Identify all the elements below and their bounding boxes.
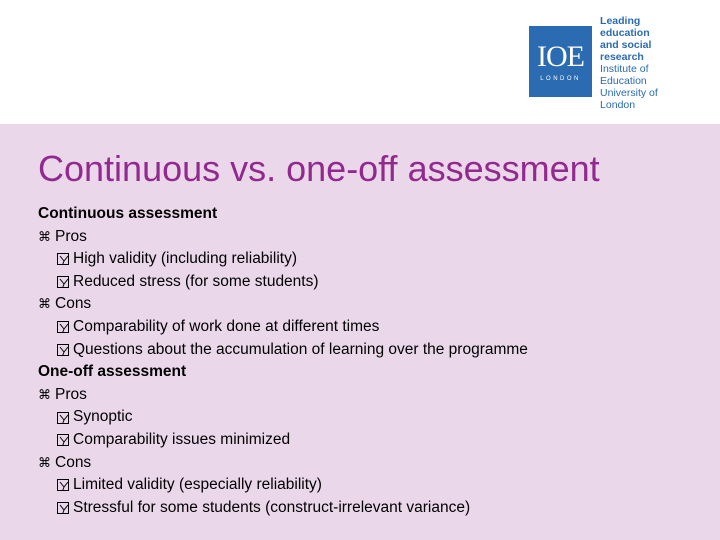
item-text: Comparability of work done at different times — [73, 317, 380, 335]
checkbox-check-icon — [57, 253, 69, 265]
command-key-icon: ⌘ — [38, 296, 51, 312]
item-text: High validity (including reliability) — [73, 250, 297, 268]
item-text: Reduced stress (for some students) — [73, 272, 319, 290]
group-label: Pros — [55, 227, 87, 245]
slide-body — [38, 203, 698, 519]
checkbox-check-icon — [57, 412, 69, 424]
list-item — [38, 452, 698, 475]
slide-title: Continuous vs. one-off assessment — [38, 148, 600, 189]
list-item — [38, 316, 698, 339]
logo-text — [600, 14, 691, 111]
section-heading: Continuous assessment — [38, 205, 218, 222]
header-band — [0, 0, 720, 124]
item-text: Stressful for some students (construct-irrelevant variance) — [73, 498, 471, 516]
item-text: Synoptic — [73, 408, 133, 426]
list-item — [38, 226, 698, 249]
checkbox-check-icon — [57, 434, 69, 446]
list-item — [38, 429, 698, 452]
group-label: Cons — [55, 295, 92, 313]
group-label: Cons — [55, 453, 92, 471]
logo-line1: Leading education — [600, 14, 650, 39]
item-text: Questions about the accumulation of learning over the programme — [73, 340, 528, 358]
command-key-icon: ⌘ — [38, 228, 51, 244]
list-item — [38, 384, 698, 407]
logo-line4: University of London — [600, 86, 658, 111]
checkbox-check-icon — [57, 479, 69, 491]
command-key-icon: ⌘ — [38, 454, 51, 470]
list-item — [38, 497, 698, 520]
list-item — [38, 293, 698, 316]
ioe-logo — [529, 14, 691, 111]
section-heading: One-off assessment — [38, 363, 187, 381]
list-item — [38, 406, 698, 429]
checkbox-check-icon — [57, 321, 69, 333]
logo-line3: Institute of Education — [600, 62, 649, 87]
list-item — [38, 271, 698, 294]
logo-line2: and social research — [600, 38, 652, 63]
item-text: Limited validity (especially reliability) — [73, 476, 322, 494]
group-label: Pros — [55, 385, 87, 403]
logo-mark-box — [529, 26, 592, 97]
checkbox-check-icon — [57, 502, 69, 514]
list-item — [38, 248, 698, 271]
list-item — [38, 339, 698, 362]
checkbox-check-icon — [57, 276, 69, 288]
item-text: Comparability issues minimized — [73, 430, 291, 448]
list-item — [38, 474, 698, 497]
logo-mark: IOE — [537, 39, 585, 73]
logo-sub: LONDON — [540, 75, 581, 82]
checkbox-check-icon — [57, 344, 69, 356]
command-key-icon: ⌘ — [38, 386, 51, 402]
